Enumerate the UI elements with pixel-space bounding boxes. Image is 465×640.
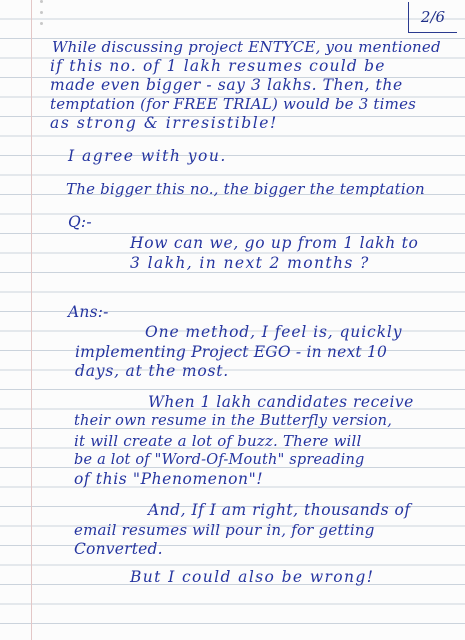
text-line: And, If I am right, thousands of	[148, 501, 411, 519]
binder-holes	[40, 0, 44, 36]
text-line: But I could also be wrong!	[130, 568, 375, 586]
text-line: I agree with you.	[68, 147, 227, 165]
text-line: Q:-	[68, 213, 92, 231]
text-line: it will create a lot of buzz. There will	[74, 432, 362, 450]
text-line: When 1 lakh candidates receive	[148, 393, 414, 411]
text-line: made even bigger - say 3 lakhs. Then, the	[50, 76, 403, 94]
text-line: temptation (for FREE TRIAL) would be 3 times	[50, 95, 417, 113]
text-line: as strong & irresistible!	[50, 114, 278, 132]
text-line: How can we, go up from 1 lakh to	[130, 234, 419, 252]
text-line: email resumes will pour in, for getting	[74, 521, 375, 539]
text-line: 3 lakh, in next 2 months ?	[130, 254, 370, 272]
text-line: days, at the most.	[75, 362, 229, 380]
text-line: Ans:-	[68, 303, 109, 321]
text-line: be a lot of "Word-Of-Mouth" spreading	[74, 452, 365, 468]
text-line: implementing Project EGO - in next 10	[75, 343, 388, 361]
page-number: 2/6	[408, 2, 457, 33]
text-line: of this "Phenomenon"!	[74, 470, 264, 488]
text-line: The bigger this no., the bigger the temptation	[66, 180, 425, 198]
text-line: if this no. of 1 lakh resumes could be	[50, 57, 386, 75]
text-line: Converted.	[74, 540, 163, 558]
text-line: While discussing project ENTYCE, you mentioned	[52, 38, 441, 56]
text-line: their own resume in the Butterfly version,	[74, 413, 393, 429]
text-line: One method, I feel is, quickly	[145, 323, 403, 341]
